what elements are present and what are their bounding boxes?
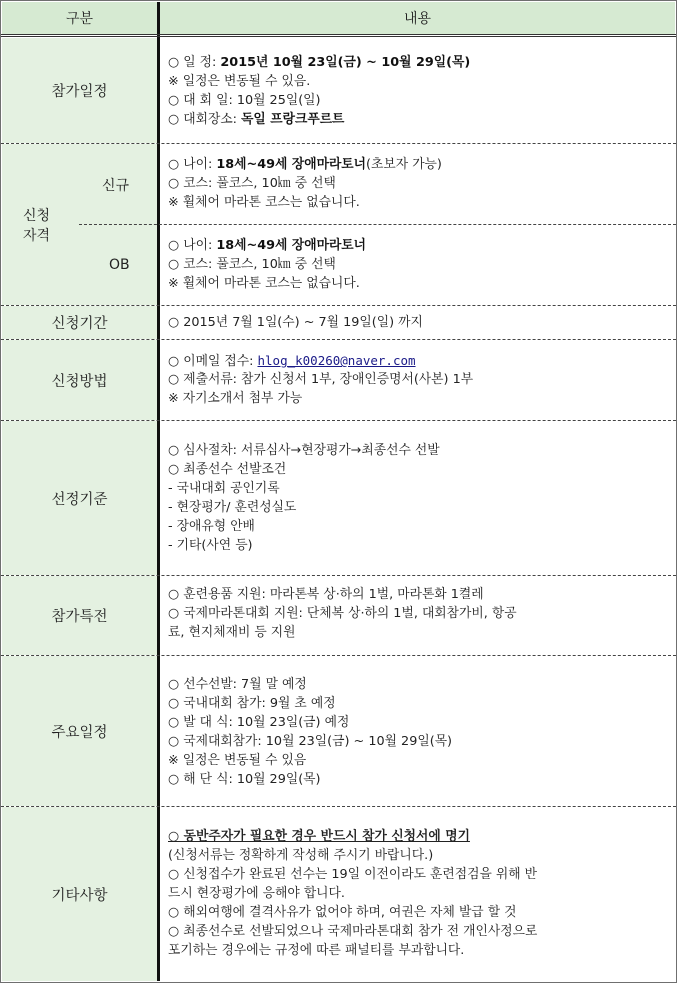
qualification-line: ○ 나이: 18세~49세 장애마라토너(초보자 가능) [168,157,442,172]
method-line: ※ 자기소개서 첨부 가능 [168,391,303,406]
other-line: ○ 최종선수로 선발되었으나 국제마라톤대회 참가 전 개인사정으로 [168,924,538,939]
row-divider [1,339,676,340]
label-criteria: 선정기준 [2,421,157,575]
key-dates-line: ○ 국내대회 참가: 9월 초 예정 [168,696,336,711]
key-dates-line: ○ 발 대 식: 10월 23일(금) 예정 [168,715,350,730]
label-qualification-2: 자격 [23,228,51,244]
schedule-line: ○ 일 정: 2015년 10월 23일(금) ~ 10월 29일(목) [168,55,471,70]
row-divider [1,806,676,807]
label-ob: OB [109,257,130,273]
schedule-line: ○ 대회장소: 독일 프랑크푸르트 [168,112,345,127]
other-emphasis: ○ 동반주자가 필요한 경우 반드시 참가 신청서에 명기 [168,829,470,844]
row-divider [1,575,676,576]
schedule-line: ○ 대 회 일: 10월 25일(일) [168,93,321,108]
other-line: 포기하는 경우에는 규정에 따른 패널티를 부과합니다. [168,943,465,958]
other-line: ○ 신청접수가 완료된 선수는 19일 이전이라도 훈련점검을 위해 반 [168,867,538,882]
criteria-line: ○ 최종선수 선발조건 [168,462,287,477]
email-link[interactable]: hlog_k00260@naver.com [257,353,416,368]
key-dates-line: ○ 해 단 식: 10월 29일(목) [168,772,321,787]
column-divider [157,2,160,981]
label-period: 신청기간 [2,306,157,339]
label-method: 신청방법 [2,340,157,420]
header-divider [1,34,676,37]
label-schedule: 참가일정 [2,38,157,143]
schedule-line: ※ 일정은 변동될 수 있음. [168,74,311,89]
other-line: ○ 해외여행에 결격사유가 없어야 하며, 여권은 자체 발급 할 것 [168,905,517,920]
label-key-dates: 주요일정 [2,656,157,806]
other-line: (신청서류는 정확하게 작성해 주시기 바랍니다.) [168,848,434,863]
criteria-line: - 현장평가/ 훈련성실도 [168,500,297,515]
qualification-line: ※ 휠체어 마라톤 코스는 없습니다. [168,276,360,291]
benefits-line: ○ 훈련용품 지원: 마라톤복 상·하의 1벌, 마라톤화 1켤레 [168,587,484,602]
other-line: 드시 현장평가에 응해야 합니다. [168,886,345,901]
label-benefits: 참가특전 [2,576,157,655]
label-new: 신규 [102,178,130,194]
criteria-line: - 기타(사연 등) [168,538,253,553]
benefits-line: 료, 현지체재비 등 지원 [168,625,296,640]
benefits-line: ○ 국제마라톤대회 지원: 단체복 상·하의 1벌, 대회참가비, 항공 [168,606,517,621]
method-line: ○ 이메일 접수: hlog_k00260@naver.com [168,353,416,369]
qualification-line: ○ 코스: 풀코스, 10㎞ 중 선택 [168,176,336,191]
qualification-line: ※ 휠체어 마라톤 코스는 없습니다. [168,195,360,210]
label-qualification-1: 신청 [23,208,51,224]
sub-row-divider [79,224,676,225]
key-dates-line: ※ 일정은 변동될 수 있음 [168,753,307,768]
period-line: ○ 2015년 7월 1일(수) ~ 7월 19일(일) 까지 [168,315,423,330]
key-dates-line: ○ 국제대회참가: 10월 23일(금) ~ 10월 29일(목) [168,734,453,749]
row-divider [1,305,676,306]
header-category: 구분 [2,2,157,34]
header-content: 내용 [160,2,675,34]
criteria-line: ○ 심사절차: 서류심사→현장평가→최종선수 선발 [168,443,440,458]
key-dates-line: ○ 선수선발: 7월 말 예정 [168,677,307,692]
row-divider [1,655,676,656]
criteria-line: - 국내대회 공인기록 [168,481,280,496]
method-line: ○ 제출서류: 참가 신청서 1부, 장애인증명서(사본) 1부 [168,372,474,387]
row-divider [1,420,676,421]
criteria-line: - 장애유형 안배 [168,519,255,534]
row-divider [1,143,676,144]
label-other: 기타사항 [2,807,157,981]
qualification-line: ○ 나이: 18세~49세 장애마라토너 [168,238,367,253]
qualification-line: ○ 코스: 풀코스, 10㎞ 중 선택 [168,257,336,272]
